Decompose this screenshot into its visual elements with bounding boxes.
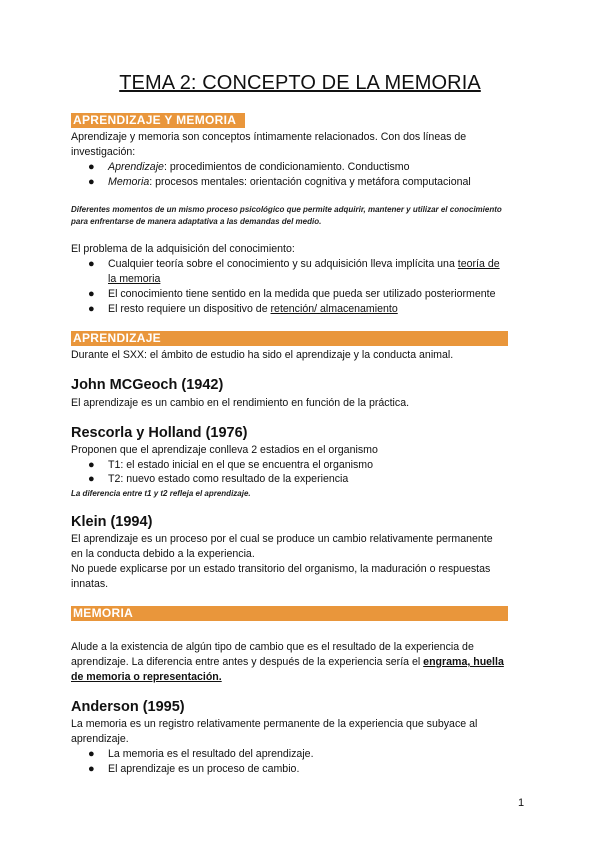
- bullet-marker: ●: [88, 748, 95, 760]
- list-item-aprendizaje-cambio: El aprendizaje es un proceso de cambio.: [108, 763, 300, 775]
- bullet-marker: ●: [88, 258, 95, 270]
- section-heading-memoria: MEMORIA: [71, 606, 508, 621]
- heading-rescorla-holland: Rescorla y Holland (1976): [71, 425, 248, 441]
- list-item-teoria: Cualquier teoría sobre el conocimiento y su adquisición lleva implícita una teoría de: [108, 258, 500, 270]
- bullet-marker: ●: [88, 763, 95, 775]
- heading-mcgeoch: John MCGeoch (1942): [71, 377, 224, 393]
- klein-line-4: innatas.: [71, 578, 109, 590]
- page-title: TEMA 2: CONCEPTO DE LA MEMORIA: [119, 72, 481, 94]
- bullet-marker: ●: [88, 288, 95, 300]
- klein-line-2: en la conducta debido a la experiencia.: [71, 548, 255, 560]
- heading-klein: Klein (1994): [71, 514, 153, 530]
- note-line-2: para enfrentarse de manera adaptativa a las demandas del medio.: [71, 217, 322, 226]
- klein-line-1: El aprendizaje es un proceso por el cual se produce un cambio relativamente permanente: [71, 533, 493, 545]
- list-item-t1: T1: el estado inicial en el que se encuentra el organismo: [108, 459, 374, 471]
- anderson-line-2: aprendizaje.: [71, 733, 129, 745]
- list-item-aprendizaje: Aprendizaje: procedimientos de condicionamiento. Conductismo: [108, 161, 410, 173]
- memoria-line-1: Alude a la existencia de algún tipo de cambio que es el resultado de la experiencia de: [71, 641, 474, 653]
- problem-intro: El problema de la adquisición del conocimiento:: [71, 243, 295, 255]
- section-heading-aprendizaje-memoria: APRENDIZAJE Y MEMORIA: [71, 113, 245, 128]
- bullet-marker: ●: [88, 473, 95, 485]
- bullet-marker: ●: [88, 459, 95, 471]
- section-heading-aprendizaje: APRENDIZAJE: [71, 331, 508, 346]
- list-item-teoria-cont: la memoria: [108, 273, 161, 285]
- rescorla-note: La diferencia entre t1 y t2 refleja el aprendizaje.: [71, 489, 251, 498]
- klein-line-3: No puede explicarse por un estado transitorio del organismo, la maduración o respuestas: [71, 563, 491, 575]
- memoria-line-2: aprendizaje. La diferencia entre antes y después de la experiencia sería el engrama, huella: [71, 656, 504, 668]
- intro-line-2: investigación:: [71, 146, 136, 158]
- list-item-memoria-resultado: La memoria es el resultado del aprendizaje.: [108, 748, 314, 760]
- mcgeoch-text: El aprendizaje es un cambio en el rendimiento en función de la práctica.: [71, 397, 410, 409]
- page-number: 1: [518, 797, 525, 809]
- intro-line-1: Aprendizaje y memoria son conceptos íntimamente relacionados. Con dos líneas de: [71, 131, 467, 143]
- memoria-line-3: de memoria o representación.: [71, 671, 222, 683]
- bullet-marker: ●: [88, 161, 95, 173]
- rescorla-text: Proponen que el aprendizaje conlleva 2 estadios en el organismo: [71, 444, 378, 456]
- bullet-marker: ●: [88, 303, 95, 315]
- anderson-line-1: La memoria es un registro relativamente permanente de la experiencia que subyace al: [71, 718, 478, 730]
- note-line-1: Diferentes momentos de un mismo proceso psicológico que permite adquirir, mantener y utilizar el conocimiento: [71, 205, 502, 214]
- list-item-conocimiento: El conocimiento tiene sentido en la medida que pueda ser utilizado posteriormente: [108, 288, 496, 300]
- list-item-t2: T2: nuevo estado como resultado de la experiencia: [108, 473, 349, 485]
- list-item-dispositivo: El resto requiere un dispositivo de retención/ almacenamiento: [108, 303, 398, 315]
- aprendizaje-intro: Durante el SXX: el ámbito de estudio ha sido el aprendizaje y la conducta animal.: [71, 349, 454, 361]
- heading-anderson: Anderson (1995): [71, 699, 185, 715]
- bullet-marker: ●: [88, 176, 95, 188]
- list-item-memoria: Memoria: procesos mentales: orientación cognitiva y metáfora computacional: [108, 176, 471, 188]
